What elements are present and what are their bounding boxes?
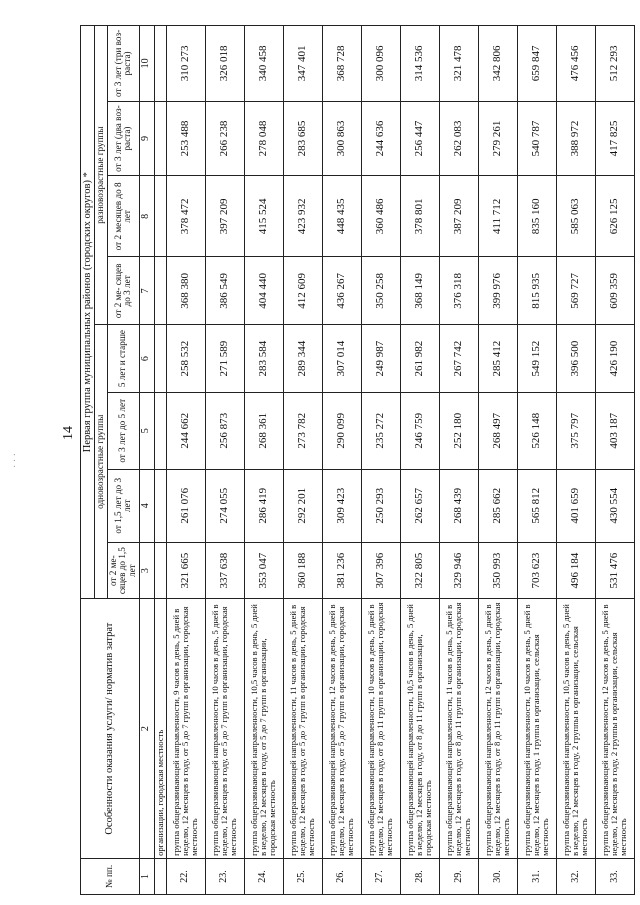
cost-cell: 404 440 bbox=[244, 257, 283, 325]
header-group-title: Первая группа муниципальных районов (городских округов) * bbox=[81, 26, 95, 599]
cost-cell: 353 047 bbox=[244, 542, 283, 598]
column-number: 6 bbox=[139, 325, 154, 393]
cost-cell: 279 261 bbox=[478, 101, 517, 175]
cost-cell: 368 149 bbox=[400, 257, 439, 325]
cost-cell: 375 797 bbox=[556, 392, 595, 469]
cost-cell: 283 584 bbox=[244, 325, 283, 393]
cost-cell: 321 665 bbox=[166, 542, 205, 598]
cost-cell: 585 063 bbox=[556, 176, 595, 257]
partial-row-num bbox=[154, 858, 166, 894]
row-description: группа общеразвивающей направленности, 10,5 часов в день, 5 дней в неделю, 12 месяцев в году, от 8 до 11 групп в организации, городская местность bbox=[400, 599, 439, 859]
cost-cell: 256 447 bbox=[400, 101, 439, 175]
table-row bbox=[439, 26, 478, 895]
cost-standards-table bbox=[80, 25, 635, 895]
table-row bbox=[361, 26, 400, 895]
cost-cell: 569 727 bbox=[556, 257, 595, 325]
cost-cell: 531 476 bbox=[595, 542, 634, 598]
cost-cell: 286 419 bbox=[244, 469, 283, 542]
cost-cell: 368 728 bbox=[322, 26, 361, 102]
cost-cell: 244 662 bbox=[166, 392, 205, 469]
cost-cell: 626 125 bbox=[595, 176, 634, 257]
row-number: 24. bbox=[244, 858, 283, 894]
header-sub-5: от 2 ме- сяцев до 3 лет bbox=[107, 257, 139, 325]
row-description: группа общеразвивающей направленности, 10 часов в день, 5 дней в неделю, 12 месяцев в году, 1 группа в организации, сельская местность bbox=[517, 599, 556, 859]
cost-cell: 261 982 bbox=[400, 325, 439, 393]
cost-cell: 244 636 bbox=[361, 101, 400, 175]
cost-cell: 448 435 bbox=[322, 176, 361, 257]
cost-cell: 549 152 bbox=[517, 325, 556, 393]
scan-artifact: · · · bbox=[10, 453, 21, 468]
cost-cell: 378 801 bbox=[400, 176, 439, 257]
cost-cell: 252 180 bbox=[439, 392, 478, 469]
cost-cell: 430 554 bbox=[595, 469, 634, 542]
cost-cell: 310 273 bbox=[166, 26, 205, 102]
cost-cell: 283 685 bbox=[283, 101, 322, 175]
cost-cell: 340 458 bbox=[244, 26, 283, 102]
cost-cell: 815 935 bbox=[517, 257, 556, 325]
cost-cell: 235 272 bbox=[361, 392, 400, 469]
cost-cell: 411 712 bbox=[478, 176, 517, 257]
header-sub-8: от 3 лет (три воз- раста) bbox=[107, 26, 139, 102]
row-number: 33. bbox=[595, 858, 634, 894]
cost-cell: 262 083 bbox=[439, 101, 478, 175]
cost-cell: 268 361 bbox=[244, 392, 283, 469]
row-description: группа общеразвивающей направленности, 10,5 часов в день, 5 дней в неделю, 12 месяцев в году, от 5 до 7 групп в организации, городская местность bbox=[244, 599, 283, 859]
column-number: 8 bbox=[139, 176, 154, 257]
cost-cell: 399 976 bbox=[478, 257, 517, 325]
cost-cell: 274 055 bbox=[205, 469, 244, 542]
cost-cell: 512 293 bbox=[595, 26, 634, 102]
row-description: группа общеразвивающей направленности, 12 часов в день, 5 дней в неделю, 12 месяцев в году, от 5 до 7 групп в организации, городская местность bbox=[322, 599, 361, 859]
row-number: 32. bbox=[556, 858, 595, 894]
partial-row-desc: организации, городская местность bbox=[154, 599, 166, 859]
cost-cell: 835 160 bbox=[517, 176, 556, 257]
cost-cell: 360 486 bbox=[361, 176, 400, 257]
cost-cell: 309 423 bbox=[322, 469, 361, 542]
row-description: группа общеразвивающей направленности, 11 часов в день, 5 дней в неделю, 12 месяцев в году, от 8 до 11 групп в организации, городская местность bbox=[439, 599, 478, 859]
header-sub-3: от 3 лет до 5 лет bbox=[107, 392, 139, 469]
cost-cell: 476 456 bbox=[556, 26, 595, 102]
cost-cell: 285 662 bbox=[478, 469, 517, 542]
cost-cell: 342 806 bbox=[478, 26, 517, 102]
cost-cell: 250 293 bbox=[361, 469, 400, 542]
column-number: 3 bbox=[139, 542, 154, 598]
header-same-age: одновозрастные группы bbox=[95, 325, 108, 599]
row-description: группа общеразвивающей направленности, 12 часов в день, 5 дней в неделю, 12 месяцев в году, от 8 до 11 групп в организации, городская местность bbox=[478, 599, 517, 859]
table-row bbox=[400, 26, 439, 895]
cost-cell: 289 344 bbox=[283, 325, 322, 393]
header-sub-6: от 2 месяцев до 8 лет bbox=[107, 176, 139, 257]
table-row bbox=[595, 26, 634, 895]
cost-cell: 326 018 bbox=[205, 26, 244, 102]
cost-cell: 415 524 bbox=[244, 176, 283, 257]
cost-cell: 292 201 bbox=[283, 469, 322, 542]
table-row bbox=[478, 26, 517, 895]
cost-cell: 329 946 bbox=[439, 542, 478, 598]
table-row bbox=[166, 26, 205, 895]
table-row bbox=[244, 26, 283, 895]
cost-cell: 347 401 bbox=[283, 26, 322, 102]
cost-cell: 436 267 bbox=[322, 257, 361, 325]
cost-cell: 703 623 bbox=[517, 542, 556, 598]
header-sub-4: 5 лет и старше bbox=[107, 325, 139, 393]
cost-cell: 300 096 bbox=[361, 26, 400, 102]
cost-cell: 337 638 bbox=[205, 542, 244, 598]
cost-cell: 609 359 bbox=[595, 257, 634, 325]
cost-cell: 403 187 bbox=[595, 392, 634, 469]
cost-cell: 321 478 bbox=[439, 26, 478, 102]
cost-cell: 376 318 bbox=[439, 257, 478, 325]
row-number: 28. bbox=[400, 858, 439, 894]
cost-cell: 307 396 bbox=[361, 542, 400, 598]
cost-cell: 381 236 bbox=[322, 542, 361, 598]
table-row bbox=[322, 26, 361, 895]
column-number: 1 bbox=[139, 858, 154, 894]
row-number: 22. bbox=[166, 858, 205, 894]
cost-cell: 246 759 bbox=[400, 392, 439, 469]
cost-cell: 386 549 bbox=[205, 257, 244, 325]
cost-cell: 360 188 bbox=[283, 542, 322, 598]
header-desc: Особенности оказания услуги/ норматив затрат bbox=[81, 599, 140, 859]
cost-cell: 253 488 bbox=[166, 101, 205, 175]
cost-cell: 540 787 bbox=[517, 101, 556, 175]
cost-cell: 266 238 bbox=[205, 101, 244, 175]
column-number: 5 bbox=[139, 392, 154, 469]
page-number: 14 bbox=[61, 426, 76, 440]
rotated-table-container bbox=[80, 25, 635, 895]
table-row bbox=[556, 26, 595, 895]
cost-cell: 314 536 bbox=[400, 26, 439, 102]
cost-cell: 412 609 bbox=[283, 257, 322, 325]
cost-cell: 262 657 bbox=[400, 469, 439, 542]
table-row bbox=[205, 26, 244, 895]
row-description: группа общеразвивающей направленности, 10,5 часов в день, 5 дней в неделю, 12 месяцев в году, 2 группы в организации, сельская местность bbox=[556, 599, 595, 859]
cost-cell: 387 209 bbox=[439, 176, 478, 257]
row-description: группа общеразвивающей направленности, 12 часов в день, 5 дней в неделю, 12 месяцев в году, 2 группы в организации, сельская местность bbox=[595, 599, 634, 859]
cost-cell: 526 148 bbox=[517, 392, 556, 469]
cost-cell: 300 863 bbox=[322, 101, 361, 175]
cost-cell: 278 048 bbox=[244, 101, 283, 175]
column-number: 7 bbox=[139, 257, 154, 325]
cost-cell: 258 532 bbox=[166, 325, 205, 393]
column-number: 10 bbox=[139, 26, 154, 102]
row-description: группа общеразвивающей направленности, 9 часов в день, 5 дней в неделю, 12 месяцев в году, от 5 до 7 групп в организации, городская местность bbox=[166, 599, 205, 859]
table-row bbox=[283, 26, 322, 895]
cost-cell: 417 825 bbox=[595, 101, 634, 175]
table-row bbox=[517, 26, 556, 895]
row-number: 30. bbox=[478, 858, 517, 894]
row-number: 25. bbox=[283, 858, 322, 894]
header-mixed-age: разновозрастные группы bbox=[95, 26, 108, 325]
header-sub-1: от 2 ме- сяцев до 1,5 лет bbox=[107, 542, 139, 598]
cost-cell: 565 812 bbox=[517, 469, 556, 542]
cost-cell: 249 987 bbox=[361, 325, 400, 393]
cost-cell: 273 782 bbox=[283, 392, 322, 469]
cost-cell: 350 993 bbox=[478, 542, 517, 598]
row-description: группа общеразвивающей направленности, 11 часов в день, 5 дней в неделю, 12 месяцев в году, от 5 до 7 групп в организации, городская местность bbox=[283, 599, 322, 859]
cost-cell: 401 659 bbox=[556, 469, 595, 542]
cost-cell: 388 972 bbox=[556, 101, 595, 175]
row-description: группа общеразвивающей направленности, 10 часов в день, 5 дней в неделю, 12 месяцев в году, от 8 до 11 групп в организации, городская местность bbox=[361, 599, 400, 859]
cost-cell: 423 932 bbox=[283, 176, 322, 257]
row-number: 27. bbox=[361, 858, 400, 894]
row-number: 31. bbox=[517, 858, 556, 894]
cost-cell: 659 847 bbox=[517, 26, 556, 102]
row-number: 23. bbox=[205, 858, 244, 894]
row-number: 26. bbox=[322, 858, 361, 894]
cost-cell: 268 439 bbox=[439, 469, 478, 542]
cost-cell: 397 209 bbox=[205, 176, 244, 257]
cost-cell: 271 589 bbox=[205, 325, 244, 393]
cost-cell: 496 184 bbox=[556, 542, 595, 598]
header-sub-2: от 1,5 лет до 3 лет bbox=[107, 469, 139, 542]
cost-cell: 322 805 bbox=[400, 542, 439, 598]
cost-cell: 290 099 bbox=[322, 392, 361, 469]
cost-cell: 285 412 bbox=[478, 325, 517, 393]
cost-cell: 261 076 bbox=[166, 469, 205, 542]
header-num: № пп. bbox=[81, 858, 140, 894]
cost-cell: 396 500 bbox=[556, 325, 595, 393]
row-number: 29. bbox=[439, 858, 478, 894]
column-number: 9 bbox=[139, 101, 154, 175]
cost-cell: 307 014 bbox=[322, 325, 361, 393]
row-description: группа общеразвивающей направленности, 10 часов в день, 5 дней в неделю, 12 месяцев в году, от 5 до 7 групп в организации, городская местность bbox=[205, 599, 244, 859]
cost-cell: 256 873 bbox=[205, 392, 244, 469]
cost-cell: 350 258 bbox=[361, 257, 400, 325]
column-number: 2 bbox=[139, 599, 154, 859]
cost-cell: 268 497 bbox=[478, 392, 517, 469]
cost-cell: 426 190 bbox=[595, 325, 634, 393]
column-number: 4 bbox=[139, 469, 154, 542]
cost-cell: 267 742 bbox=[439, 325, 478, 393]
cost-cell: 378 472 bbox=[166, 176, 205, 257]
header-sub-7: от 3 лет (два воз- раста) bbox=[107, 101, 139, 175]
cost-cell: 368 380 bbox=[166, 257, 205, 325]
